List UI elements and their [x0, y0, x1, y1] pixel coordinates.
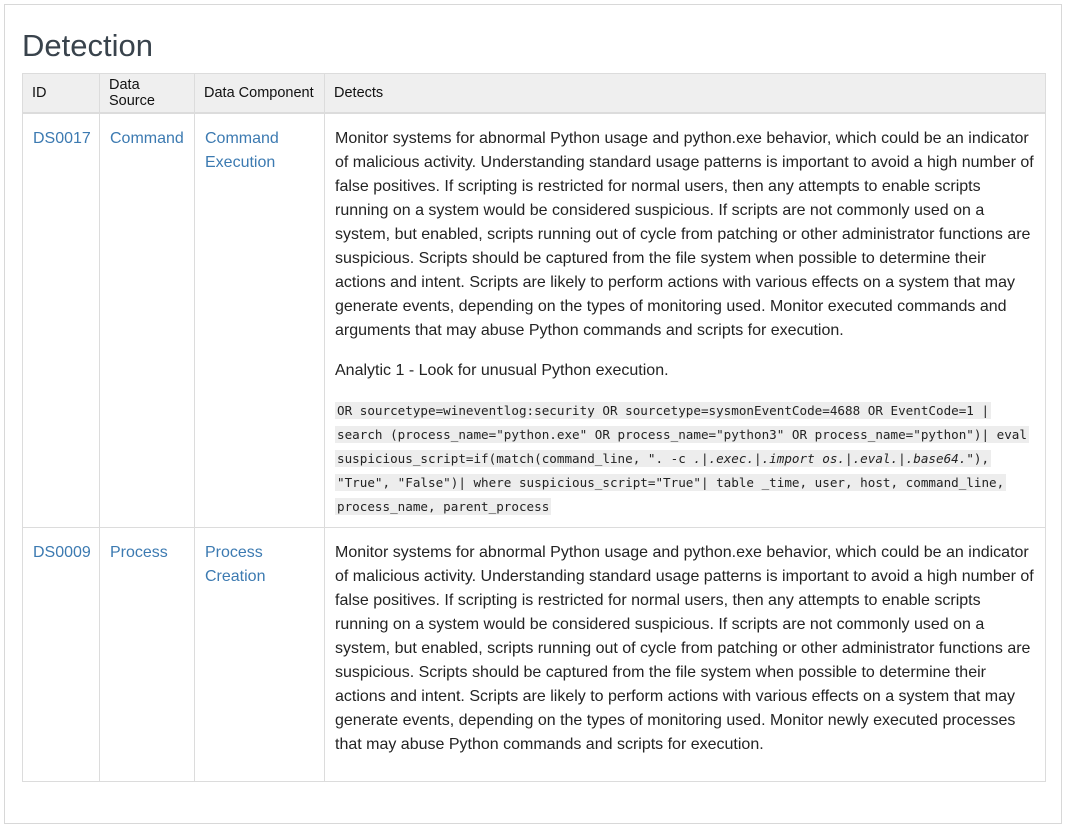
cell-id	[23, 113, 100, 528]
cell-detects	[325, 528, 1046, 782]
table-header-row	[23, 74, 1046, 114]
data-component-link[interactable]: Command Execution	[205, 130, 279, 171]
cell-data-source	[100, 528, 195, 782]
data-component-link[interactable]: Process Creation	[205, 544, 266, 585]
data-source-id-link[interactable]: DS0009	[33, 544, 91, 561]
data-source-id-link[interactable]: DS0017	[33, 130, 91, 147]
data-source-link[interactable]: Command	[110, 130, 184, 147]
detection-table	[22, 73, 1046, 782]
detects-text: Monitor systems for abnormal Python usage and python.exe behavior, which could be an indicator of malicious activity. Understanding standard usage patterns is important to avoid a high number of false positives. If scripting is restricted for normal users, then any attempts to enable scripts running on a system would be considered suspicious. If scripts are not commonly used on a system, but enabled, scripts running out of cycle from patching or other administrator functions are suspicious. Scripts should be captured from the file system when possible to determine their actions and intent. Scripts are likely to perform actions with various effects on a system that may generate events, depending on the types of monitoring used. Monitor executed commands and arguments that may abuse Python commands and scripts for execution.	[335, 130, 1034, 339]
header-data-source: Data Source	[100, 74, 195, 114]
code-part-1: OR sourcetype=wineventlog:security OR sourcetype=sysmonEventCode=4688 OR EventCode=1 | search (process_name="python.exe" OR process_name="python3" OR process_name="python")| eval suspicious_script=if(match(command_line, ". -c	[337, 403, 1027, 466]
cell-data-component	[195, 113, 325, 528]
code-italic-part: .|.exec.|.import os.|.eval.|.base64.	[685, 451, 967, 466]
table-row	[23, 113, 1046, 528]
header-detects: Detects	[325, 74, 1046, 114]
cell-data-source	[100, 113, 195, 528]
analytic-title: Analytic 1 - Look for unusual Python execution.	[335, 362, 669, 379]
analytic-code	[335, 399, 1035, 519]
detects-text: Monitor systems for abnormal Python usage and python.exe behavior, which could be an indicator of malicious activity. Understanding standard usage patterns is important to avoid a high number of false positives. If scripting is restricted for normal users, then any attempts to enable scripts running on a system would be considered suspicious. If scripts are not commonly used on a system, but enabled, scripts running out of cycle from patching or other administrator functions are suspicious. Scripts should be captured from the file system when possible to determine their actions and intent. Scripts are likely to perform actions with various effects on a system that may generate events, depending on the types of monitoring used. Monitor newly executed processes that may abuse Python commands and scripts for execution.	[335, 544, 1034, 753]
data-source-link[interactable]: Process	[110, 544, 168, 561]
section-title: Detection	[22, 28, 153, 63]
header-id: ID	[23, 74, 100, 114]
code-part-2: "), "True", "False")| where suspicious_script="True"| table _time, user, host, command_line, process_name, parent_process	[337, 451, 1005, 514]
table-row	[23, 528, 1046, 782]
cell-data-component	[195, 528, 325, 782]
header-data-component: Data Component	[195, 74, 325, 114]
cell-id	[23, 528, 100, 782]
cell-detects	[325, 113, 1046, 528]
